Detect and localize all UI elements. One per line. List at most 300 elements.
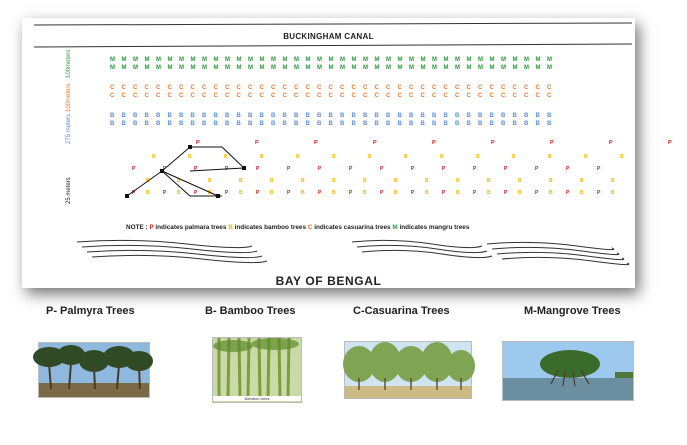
casuarina-tree-mark: C [512,93,517,99]
bamboo-blue-tree-mark: B [202,121,207,127]
mangrove-tree-mark: M [317,57,322,63]
mangrove-tree-mark: M [294,65,299,71]
bamboo-tree-mark: B [270,190,274,196]
spacing-arrow [127,171,162,196]
bamboo-blue-tree-mark: B [409,121,414,127]
bamboo-tree-mark: B [188,154,192,160]
palmyra-tree-mark: P [535,190,539,196]
bamboo-tree-mark: B [518,190,522,196]
bamboo-blue-tree-mark: B [294,121,299,127]
palmyra-tree-mark: P [256,190,260,196]
bamboo-blue-tree-mark: B [351,121,356,127]
bamboo-blue-tree-mark: B [144,113,149,119]
palmyra-tree-mark: P [473,166,477,172]
bamboo-tree-mark: B [611,178,615,184]
arrow-node [243,167,246,170]
mangrove-tree-mark: M [443,57,449,63]
casuarina-tree-mark: C [282,93,287,99]
bamboo-blue-tree-mark: B [259,113,264,119]
tree-grid [22,18,672,218]
casuarina-tree-mark: C [144,85,149,91]
bamboo-blue-tree-mark: B [202,113,207,119]
bamboo-blue-tree-mark: B [512,113,517,119]
bamboo-blue-tree-mark: B [535,113,540,119]
casuarina-tree-mark: C [386,93,391,99]
bamboo-blue-tree-mark: B [443,121,448,127]
bamboo-tree-mark: B [456,190,460,196]
bamboo-tree-mark: B [440,154,444,160]
note-prefix: NOTE : [126,224,148,231]
bamboo-blue-tree-mark: B [133,113,138,119]
bamboo-blue-tree-mark: B [466,113,471,119]
casuarina-tree-mark: C [443,93,448,99]
casuarina-tree-mark: C [294,85,299,91]
palmyra-tree-mark: P [163,190,167,196]
bamboo-blue-tree-mark: B [271,121,276,127]
casuarina-tree-mark: C [156,85,161,91]
mangrove-tree-mark: M [512,57,518,63]
arrow-node [189,146,192,149]
mangrove-tree-mark: M [455,57,460,63]
bamboo-blue-tree-mark: B [328,121,333,127]
mangrove-tree-mark: M [524,57,529,63]
casuarina-tree-mark: C [133,93,138,99]
bamboo-tree-mark: B [208,178,212,184]
bamboo-blue-tree-mark: B [133,121,138,127]
palmyra-tree-mark: P [163,166,167,172]
palmyra-tree-mark: P [349,166,353,172]
palmyra-tree-mark: P [194,166,198,172]
mangrove-tree-mark: M [236,65,242,71]
bamboo-blue-tree-mark: B [397,121,402,127]
photo-mangrove [502,341,634,401]
casuarina-tree-mark: C [420,85,425,91]
mangrove-tree-mark: M [236,57,242,63]
note-m-text: indicates mangru trees [399,224,470,231]
casuarina-tree-mark: C [386,85,391,91]
palmyra-tree-mark: P [314,140,318,146]
mangrove-tree-mark: M [409,65,414,71]
casuarina-tree-mark: C [271,93,276,99]
casuarina-tree-mark: C [547,93,552,99]
bamboo-blue-tree-mark: B [121,121,126,127]
palmyra-tree-mark: P [411,166,415,172]
bamboo-blue-tree-mark: B [305,113,310,119]
bamboo-tree-mark: B [611,190,615,196]
mangrove-tree-mark: M [363,57,368,63]
bamboo-blue-tree-mark: B [156,113,161,119]
casuarina-tree-mark: C [397,85,402,91]
bamboo-blue-tree-mark: B [213,113,218,119]
bamboo-tree-mark: B [260,154,264,160]
mangrove-tree-mark: M [351,65,357,71]
mangrove-tree-mark: M [374,57,380,63]
mangrove-tree-mark: M [305,65,311,71]
bamboo-tree-mark: B [487,190,491,196]
bamboo-blue-tree-mark: B [144,121,149,127]
palmyra-tree-mark: P [256,166,260,172]
bamboo-tree-mark: B [487,178,491,184]
bamboo-tree-mark: B [394,190,398,196]
planting-diagram-panel [22,18,672,288]
bamboo-blue-tree-mark: B [167,121,172,127]
bamboo-tree-mark: B [368,154,372,160]
bamboo-blue-tree-mark: B [236,121,241,127]
photo-casuarina [344,341,472,399]
mangrove-tree-mark: M [225,57,230,63]
bamboo-blue-tree-mark: B [167,113,172,119]
casuarina-tree-mark: C [110,85,115,91]
caption-palmyra: P- Palmyra Trees [46,305,135,317]
mangrove-tree-mark: M [179,65,184,71]
bamboo-tree-mark: B [548,154,552,160]
casuarina-tree-mark: C [121,93,126,99]
casuarina-tree-mark: C [328,93,333,99]
casuarina-tree-mark: C [340,93,345,99]
mangrove-tree-mark: M [167,65,173,71]
casuarina-tree-mark: C [271,85,276,91]
bamboo-blue-tree-mark: B [386,113,391,119]
casuarina-tree-mark: C [409,93,414,99]
bamboo-blue-tree-mark: B [110,121,115,127]
arrow-node [217,195,220,198]
bamboo-tree-mark: B [580,190,584,196]
casuarina-tree-mark: C [179,85,184,91]
bamboo-blue-tree-mark: B [455,113,460,119]
mangrove-tree-mark: M [455,65,460,71]
bamboo-tree-mark: B [425,178,429,184]
palmyra-tree-mark: P [597,166,601,172]
casuarina-tree-mark: C [225,85,230,91]
bamboo-blue-tree-mark: B [236,113,241,119]
mangrove-tree-mark: M [351,57,357,63]
bamboo-blue-tree-mark: B [547,121,552,127]
palmyra-tree-mark: P [566,166,570,172]
mangrove-tree-mark: M [202,65,207,71]
bamboo-tree-mark: B [549,190,553,196]
mangrove-tree-mark: M [213,65,219,71]
palmyra-tree-mark: P [504,166,508,172]
casuarina-tree-mark: C [213,85,218,91]
mangrove-tree-mark: M [144,57,150,63]
casuarina-tree-mark: C [213,93,218,99]
mangrove-tree-mark: M [225,65,230,71]
casuarina-tree-mark: C [305,85,310,91]
mangrove-tree-mark: M [466,65,472,71]
casuarina-tree-mark: C [202,93,207,99]
palmyra-tree-mark: P [196,140,200,146]
bamboo-tree-mark: B [476,154,480,160]
bamboo-blue-tree-mark: B [259,121,264,127]
mangrove-tree-mark: M [340,65,345,71]
mangrove-tree-mark: M [489,65,495,71]
bamboo-blue-tree-mark: B [501,113,506,119]
bamboo-blue-tree-mark: B [248,113,253,119]
bamboo-tree-mark: B [301,178,305,184]
casuarina-tree-mark: C [144,93,149,99]
bamboo-tree-mark: B [512,154,516,160]
palmyra-tree-mark: P [535,166,539,172]
mangrove-tree-mark: M [179,57,184,63]
bamboo-blue-tree-mark: B [340,113,345,119]
mangrove-tree-mark: M [432,57,437,63]
palmyra-tree-mark: P [132,190,136,196]
bamboo-blue-tree-mark: B [512,121,517,127]
mangrove-tree-mark: M [386,65,391,71]
bamboo-tree-mark: B [208,190,212,196]
caption-bamboo: B- Bamboo Trees [205,305,296,317]
casuarina-tree-mark: C [225,93,230,99]
mangrove-tree-mark: M [443,65,449,71]
mangrove-tree-mark: M [248,65,253,71]
note-b-text: indicates bamboo trees [234,224,306,231]
bamboo-tree-mark: B [296,154,300,160]
bamboo-tree-mark: B [301,190,305,196]
casuarina-tree-mark: C [317,85,322,91]
mangrove-tree-mark: M [259,57,265,63]
casuarina-tree-mark: C [443,85,448,91]
palmyra-tree-mark: P [194,190,198,196]
bamboo-blue-tree-mark: B [179,121,184,127]
bamboo-blue-tree-mark: B [397,113,402,119]
mangrove-tree-mark: M [328,57,334,63]
mangrove-tree-mark: M [271,57,276,63]
casuarina-tree-mark: C [167,85,172,91]
mangrove-tree-mark: M [317,65,322,71]
casuarina-tree-mark: C [501,85,506,91]
bamboo-blue-tree-mark: B [363,113,368,119]
casuarina-tree-mark: C [478,93,483,99]
bamboo-tree-mark: B [363,190,367,196]
casuarina-tree-mark: C [133,85,138,91]
palmyra-tree-mark: P [225,166,229,172]
bamboo-blue-tree-mark: B [340,121,345,127]
mangrove-tree-mark: M [432,65,437,71]
bamboo-blue-tree-mark: B [443,113,448,119]
bamboo-blue-tree-mark: B [478,121,483,127]
bamboo-blue-tree-mark: B [524,113,529,119]
bamboo-tree-mark: B [177,178,181,184]
bamboo-blue-tree-mark: B [190,121,195,127]
arrow-node [126,195,129,198]
bamboo-tree-mark: B [580,178,584,184]
bamboo-blue-tree-mark: B [213,121,218,127]
bamboo-blue-tree-mark: B [455,121,460,127]
mangrove-tree-mark: M [121,65,127,71]
casuarina-tree-mark: C [489,93,494,99]
mangrove-tree-mark: M [121,57,127,63]
casuarina-tree-mark: C [524,85,529,91]
casuarina-tree-mark: C [121,85,126,91]
bamboo-tree-mark: B [584,154,588,160]
casuarina-tree-mark: C [305,93,310,99]
bamboo-blue-tree-mark: B [351,113,356,119]
bamboo-blue-tree-mark: B [282,121,287,127]
casuarina-tree-mark: C [190,93,195,99]
bamboo-tree-mark: B [404,154,408,160]
bamboo-tree-mark: B [146,178,150,184]
bamboo-tree-mark: B [146,190,150,196]
palmyra-tree-mark: P [504,190,508,196]
bamboo-tree-mark: B [270,178,274,184]
mangrove-tree-mark: M [420,65,426,71]
mangrove-tree-mark: M [512,65,518,71]
palmyra-tree-mark: P [287,190,291,196]
mangrove-tree-mark: M [340,57,345,63]
bamboo-blue-tree-mark: B [409,113,414,119]
bamboo-blue-tree-mark: B [524,121,529,127]
casuarina-tree-mark: C [351,93,356,99]
palmyra-tree-mark: P [318,190,322,196]
palmyra-tree-mark: P [373,140,377,146]
casuarina-tree-mark: C [317,93,322,99]
mangrove-tree-mark: M [386,57,391,63]
bamboo-tree-mark: B [332,154,336,160]
bamboo-blue-tree-mark: B [225,113,230,119]
palmyra-tree-mark: P [349,190,353,196]
bamboo-blue-tree-mark: B [317,113,322,119]
mangrove-tree-mark: M [547,57,552,63]
casuarina-tree-mark: C [466,85,471,91]
note-c-text: indicates casuarina trees [314,224,391,231]
mangrove-tree-mark: M [374,65,380,71]
bamboo-blue-tree-mark: B [282,113,287,119]
caption-mangrove: M-Mangrove Trees [524,305,621,317]
bamboo-blue-tree-mark: B [478,113,483,119]
bamboo-tree-mark: B [363,178,367,184]
row-label-palmyra: 25 meters [66,177,72,204]
mangrove-tree-mark: M [133,65,138,71]
palmyra-tree-mark: P [473,190,477,196]
palmyra-tree-mark: P [225,190,229,196]
bamboo-blue-tree-mark: B [535,121,540,127]
palmyra-tree-mark: P [566,190,570,196]
casuarina-tree-mark: C [432,93,437,99]
casuarina-tree-mark: C [202,85,207,91]
casuarina-tree-mark: C [328,85,333,91]
bamboo-blue-tree-mark: B [225,121,230,127]
bamboo-tree-mark: B [332,190,336,196]
bamboo-tree-mark: B [620,154,624,160]
bamboo-blue-tree-mark: B [420,113,425,119]
palmyra-tree-mark: P [609,140,613,146]
bamboo-blue-tree-mark: B [432,121,437,127]
bamboo-tree-mark: B [239,178,243,184]
mangrove-tree-mark: M [248,57,253,63]
mangrove-tree-mark: M [524,65,529,71]
palmyra-tree-mark: P [255,140,259,146]
bamboo-blue-tree-mark: B [179,113,184,119]
casuarina-tree-mark: C [466,93,471,99]
palmyra-tree-mark: P [668,140,672,146]
sea-waves [22,236,635,276]
mangrove-tree-mark: M [328,65,334,71]
palmyra-tree-mark: P [432,140,436,146]
casuarina-tree-mark: C [547,85,552,91]
casuarina-tree-mark: C [156,93,161,99]
bamboo-blue-tree-mark: B [121,113,126,119]
note-b-letter: B [228,224,233,231]
casuarina-tree-mark: C [282,85,287,91]
palmyra-tree-mark: P [550,140,554,146]
note-m-letter: M [392,224,398,231]
casuarina-tree-mark: C [374,93,379,99]
mangrove-tree-mark: M [156,65,161,71]
bamboo-tree-mark: B [152,154,156,160]
mangrove-tree-mark: M [420,57,426,63]
mangrove-tree-mark: M [305,57,311,63]
palmyra-tree-mark: P [318,166,322,172]
bamboo-blue-tree-mark: B [271,113,276,119]
bamboo-tree-mark: B [394,178,398,184]
bamboo-blue-tree-mark: B [432,113,437,119]
mangrove-tree-mark: M [489,57,495,63]
bamboo-tree-mark: B [239,190,243,196]
casuarina-tree-mark: C [236,85,241,91]
mangrove-tree-mark: M [501,65,506,71]
bamboo-blue-tree-mark: B [466,121,471,127]
bamboo-blue-tree-mark: B [328,113,333,119]
casuarina-tree-mark: C [409,85,414,91]
bamboo-blue-tree-mark: B [547,113,552,119]
bamboo-blue-tree-mark: B [294,113,299,119]
palmyra-tree-mark: P [442,166,446,172]
bamboo-blue-tree-mark: B [386,121,391,127]
note-p-text: indicates palmara trees [155,224,227,231]
mangrove-tree-mark: M [156,57,161,63]
spacing-arrow [162,147,190,171]
bamboo-blue-tree-mark: B [190,113,195,119]
bamboo-blue-tree-mark: B [317,121,322,127]
casuarina-tree-mark: C [535,85,540,91]
bamboo-blue-tree-mark: B [501,121,506,127]
casuarina-tree-mark: C [478,85,483,91]
photo-bamboo [212,337,302,403]
bamboo-photo-caption: Bamboo trees [213,396,301,401]
bamboo-tree-mark: B [549,178,553,184]
casuarina-tree-mark: C [340,85,345,91]
mangrove-tree-mark: M [409,57,414,63]
bamboo-tree-mark: B [177,190,181,196]
mangrove-tree-mark: M [535,65,541,71]
mangrove-tree-mark: M [363,65,368,71]
palmyra-tree-mark: P [287,166,291,172]
casuarina-tree-mark: C [535,93,540,99]
bamboo-tree-mark: B [456,178,460,184]
mangrove-tree-mark: M [282,65,288,71]
casuarina-tree-mark: C [110,93,115,99]
mangrove-tree-mark: M [110,57,115,63]
mangrove-tree-mark: M [110,65,115,71]
casuarina-tree-mark: C [524,93,529,99]
casuarina-tree-mark: C [259,85,264,91]
mangrove-tree-mark: M [190,57,196,63]
casuarina-tree-mark: C [248,93,253,99]
canal-label: BUCKINGHAM CANAL [283,32,374,41]
photo-palmyra [38,342,150,398]
bamboo-blue-tree-mark: B [374,121,379,127]
row-label-mangrove: 100meters [66,49,72,78]
bamboo-tree-mark: B [224,154,228,160]
casuarina-tree-mark: C [512,85,517,91]
casuarina-tree-mark: C [190,85,195,91]
palmyra-tree-mark: P [380,166,384,172]
casuarina-tree-mark: C [501,93,506,99]
row-label-casuarina: 100meters [66,83,72,112]
casuarina-tree-mark: C [489,85,494,91]
palmyra-tree-mark: P [491,140,495,146]
casuarina-tree-mark: C [432,85,437,91]
